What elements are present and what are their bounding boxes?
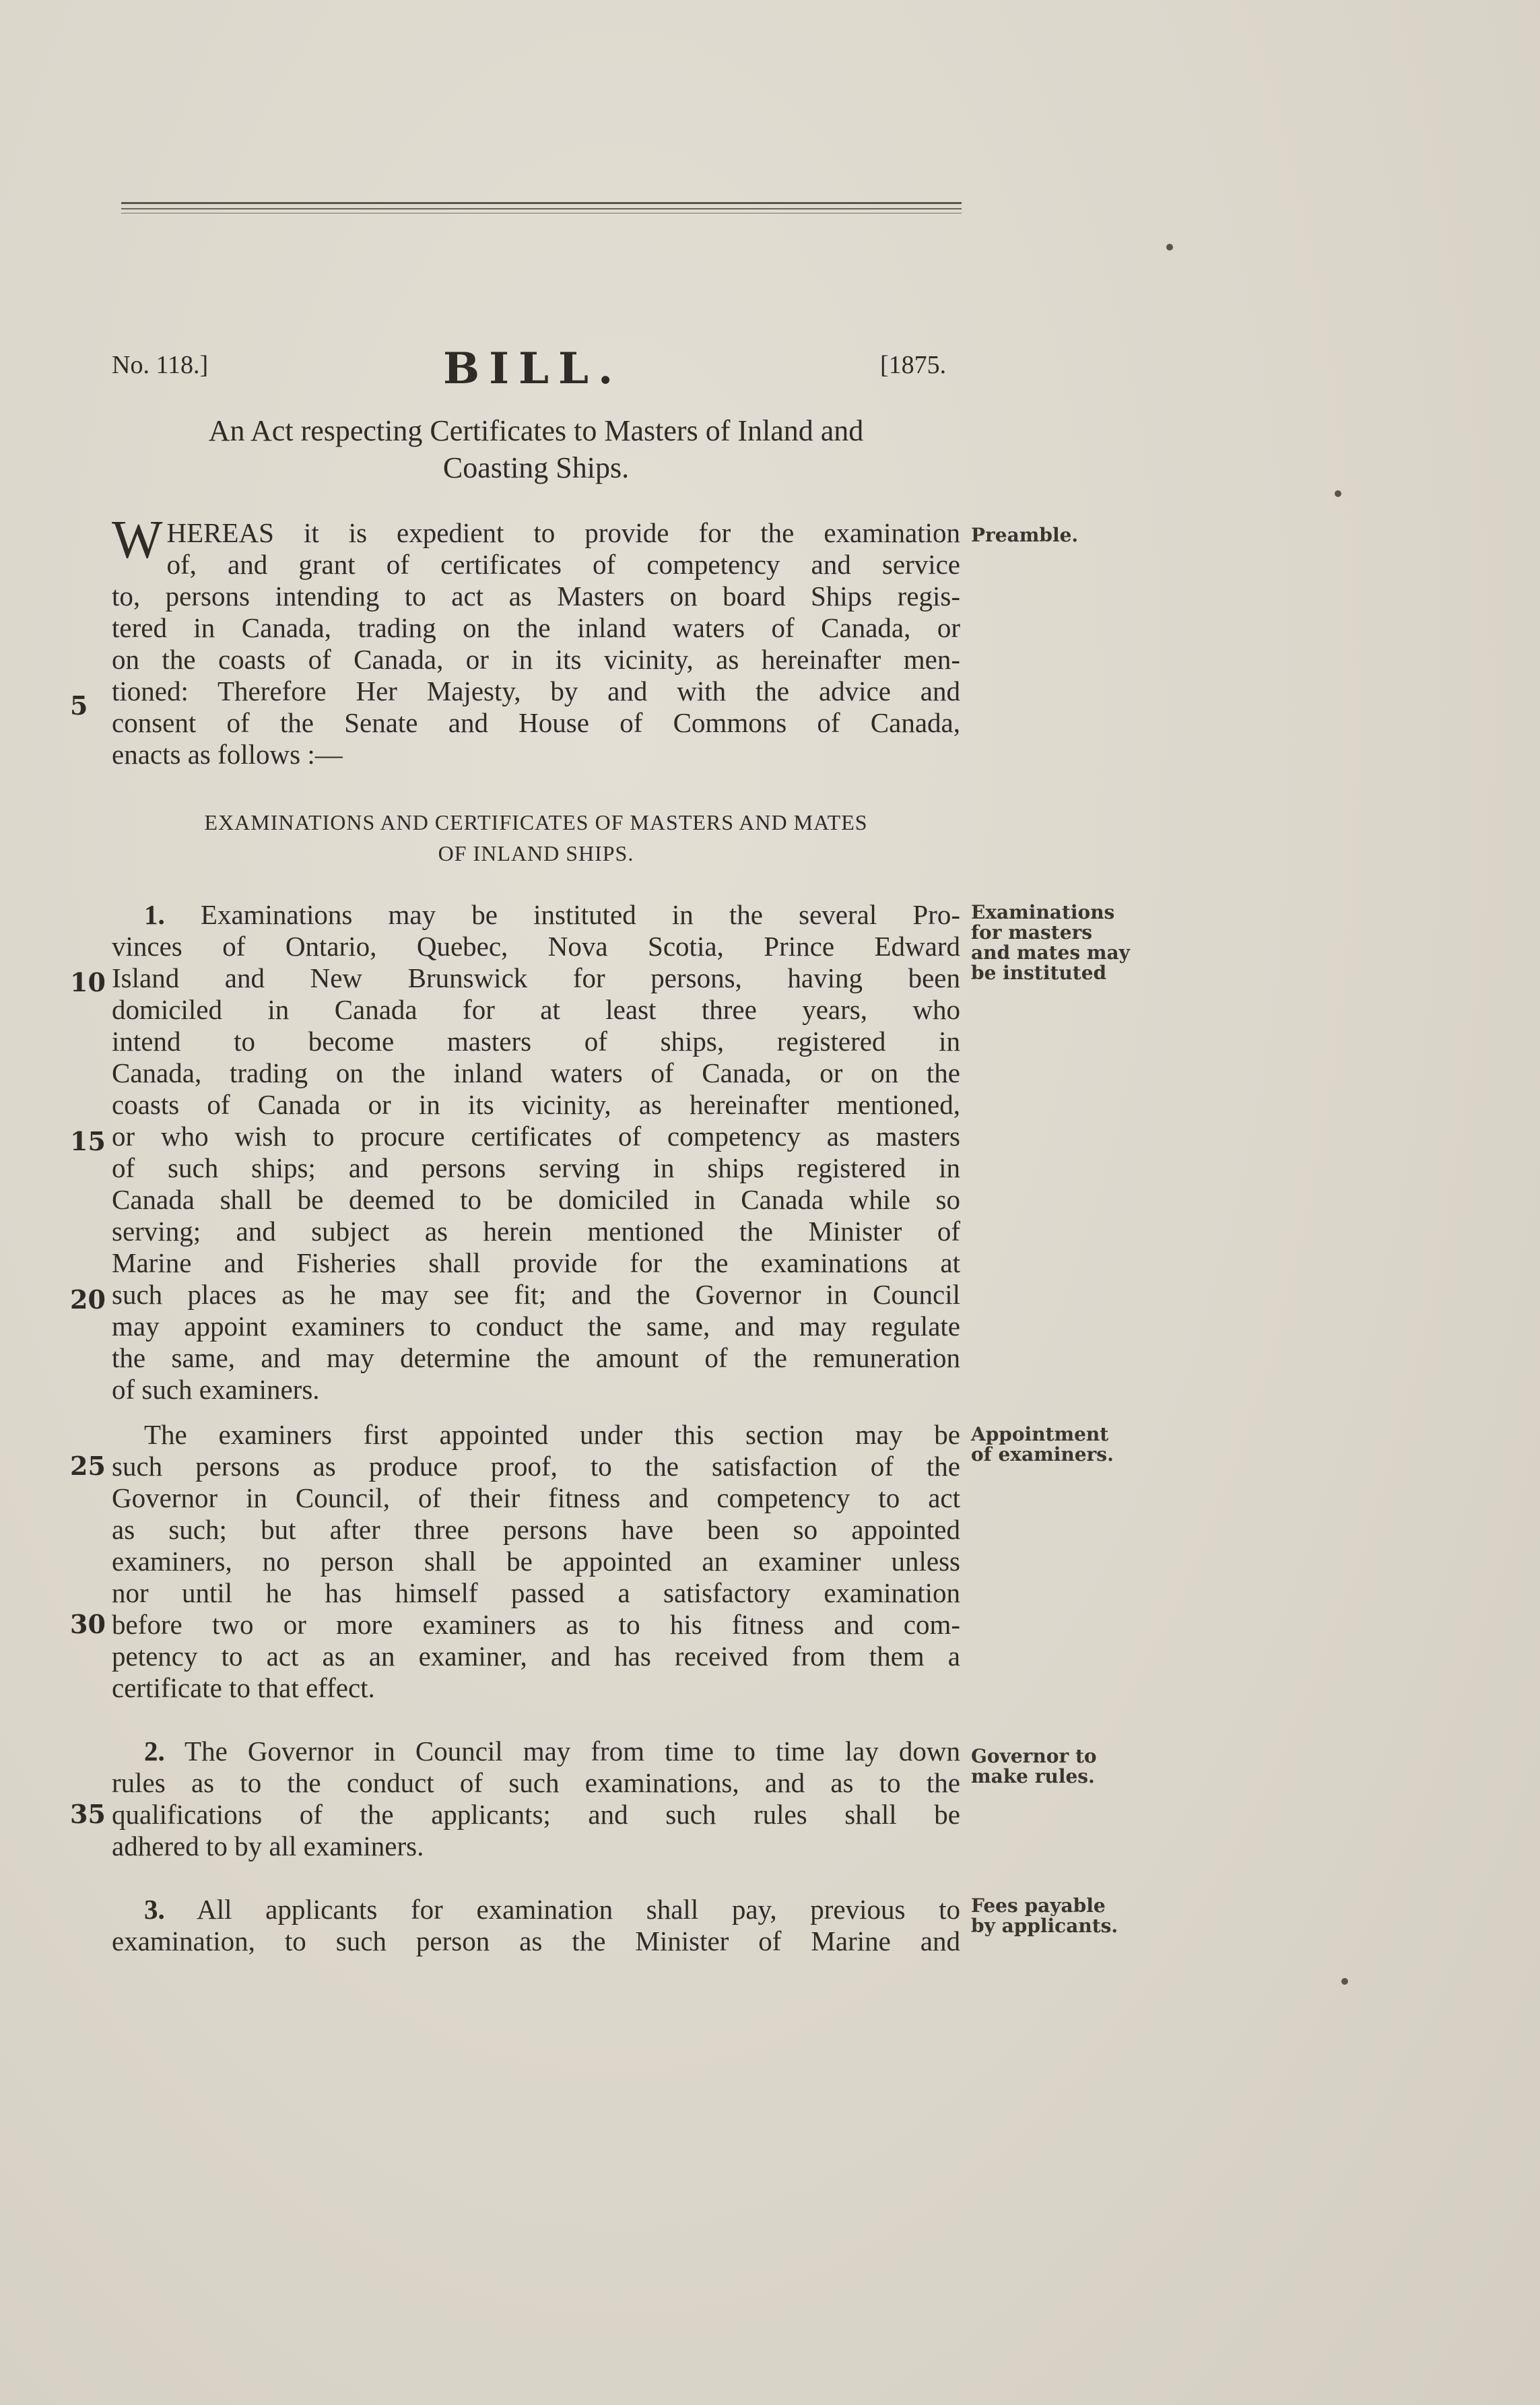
- section-1-line: Island and New Brunswick for persons, having been: [112, 962, 960, 993]
- bill-year: [1875.: [880, 351, 947, 379]
- section-1-para2-line: Governor in Council, of their fitness and competency to act: [112, 1482, 960, 1513]
- section-1-line: coasts of Canada or in its vicinity, as hereinafter mentioned,: [112, 1089, 960, 1120]
- section-1-line: Canada shall be deemed to be domiciled in Canada while so: [112, 1184, 960, 1215]
- margin-note-fees: [971, 1896, 1133, 1936]
- section-1-line: vinces of Ontario, Quebec, Nova Scotia, Prince Edward: [112, 931, 960, 962]
- dropcap: W: [112, 510, 163, 570]
- paper-speck: [1166, 244, 1173, 251]
- section-heading: [112, 807, 960, 869]
- section-2: [112, 1736, 960, 1862]
- section-3: [112, 1894, 960, 1957]
- preamble: [112, 510, 960, 770]
- section-2-line: rules as to the conduct of such examinations, and as to the: [112, 1767, 960, 1798]
- preamble-line: of, and grant of certificates of competency and service: [166, 549, 960, 580]
- margin-note-governor: [971, 1746, 1133, 1787]
- margin-note-line: and mates may: [971, 942, 1130, 964]
- margin-note-line: make rules.: [971, 1765, 1095, 1787]
- section-heading-line: EXAMINATIONS AND CERTIFICATES OF MASTERS AND MATES: [204, 810, 868, 834]
- margin-note-line: Appointment: [971, 1423, 1109, 1445]
- line-number: 20: [70, 1284, 106, 1315]
- bill-heading: BILL.: [443, 343, 623, 394]
- section-1-line: Examinations may be instituted in the several Pro-: [200, 899, 960, 930]
- margin-note-preamble: Preamble.: [971, 524, 1079, 546]
- section-1-line: Marine and Fisheries shall provide for the examinations at: [112, 1247, 960, 1278]
- margin-note-line: Examinations: [971, 901, 1115, 923]
- margin-note-line: for masters: [971, 921, 1093, 944]
- section-2-line: The Governor in Council may from time to time lay down: [185, 1736, 960, 1767]
- section-number: 2.: [144, 1736, 165, 1767]
- line-number: 35: [70, 1799, 106, 1829]
- section-1-para2-line: as such; but after three persons have been so appointed: [112, 1514, 960, 1545]
- section-number: 3.: [144, 1894, 165, 1925]
- section-1-para2-line: such persons as produce proof, to the satisfaction of the: [112, 1451, 960, 1482]
- section-1-para2-line: examiners, no person shall be appointed an examiner unless: [112, 1546, 960, 1577]
- act-title-line: Coasting Ships.: [442, 451, 630, 484]
- bill-number: No. 118.]: [112, 351, 209, 379]
- line-number: 5: [70, 690, 88, 721]
- section-1-line: may appoint examiners to conduct the same, and may regulate: [112, 1311, 960, 1342]
- preamble-line: on the coasts of Canada, or in its vicinity, as hereinafter men-: [112, 644, 960, 675]
- section-1-para2-line: The examiners first appointed under this section may be: [144, 1419, 960, 1450]
- margin-note-line: Fees payable: [971, 1895, 1106, 1917]
- section-1-paragraph-2: [112, 1419, 960, 1704]
- section-number: 1.: [144, 899, 165, 930]
- section-1-para2-line: certificate to that effect.: [112, 1672, 375, 1703]
- top-rule: [121, 202, 962, 204]
- margin-note-appointment: [971, 1424, 1133, 1465]
- preamble-line: enacts as follows :—: [112, 739, 343, 770]
- margin-note-line: Governor to: [971, 1745, 1097, 1767]
- top-rule: [121, 208, 962, 209]
- margin-note-line: by applicants.: [971, 1915, 1118, 1937]
- section-1-line: or who wish to procure certificates of competency as masters: [112, 1121, 960, 1152]
- margin-note-line: of examiners.: [971, 1443, 1114, 1465]
- section-1-line: serving; and subject as herein mentioned the Minister of: [112, 1216, 960, 1247]
- paper-speck: [1335, 490, 1341, 497]
- section-1-line: Canada, trading on the inland waters of Canada, or on the: [112, 1057, 960, 1088]
- section-2-first-line: [112, 1736, 960, 1767]
- section-1-line: the same, and may determine the amount of the remuneration: [112, 1342, 960, 1373]
- section-heading-line: OF INLAND SHIPS.: [438, 841, 634, 865]
- line-number: 30: [70, 1609, 106, 1639]
- line-number: 25: [70, 1451, 106, 1481]
- line-number: 10: [70, 967, 106, 997]
- margin-note-examinations: [971, 902, 1133, 983]
- act-title: [112, 412, 960, 486]
- section-1-para2-line: nor until he has himself passed a satisfactory examination: [112, 1577, 960, 1608]
- section-1-line: domiciled in Canada for at least three years, who: [112, 994, 960, 1025]
- paper-speck: [1341, 1978, 1348, 1985]
- section-1-first-line: [112, 899, 960, 931]
- section-1: [112, 899, 960, 1406]
- section-1-para2-line: petency to act as an examiner, and has received from them a: [112, 1641, 960, 1672]
- section-2-line: adhered to by all examiners.: [112, 1831, 424, 1862]
- preamble-line: consent of the Senate and House of Commons of Canada,: [112, 707, 960, 738]
- preamble-line: HEREAS it is expedient to provide for the examination: [166, 517, 960, 548]
- section-1-line: of such examiners.: [112, 1374, 320, 1405]
- section-1-line: of such ships; and persons serving in ships registered in: [112, 1152, 960, 1183]
- section-1-para2-line: before two or more examiners as to his fitness and com-: [112, 1609, 960, 1640]
- section-1-para2-first-line: [112, 1419, 960, 1451]
- section-1-line: such places as he may see fit; and the Governor in Council: [112, 1279, 960, 1310]
- line-number: 15: [70, 1126, 106, 1156]
- margin-note-line: be instituted: [971, 962, 1107, 984]
- section-2-line: qualifications of the applicants; and such rules shall be: [112, 1799, 960, 1830]
- section-3-line: All applicants for examination shall pay, previous to: [197, 1894, 960, 1925]
- section-3-line: examination, to such person as the Minister of Marine and: [112, 1925, 960, 1956]
- act-title-line: An Act respecting Certificates to Masters of Inland and: [208, 414, 864, 447]
- section-1-line: intend to become masters of ships, registered in: [112, 1026, 960, 1057]
- preamble-line: to, persons intending to act as Masters on board Ships regis-: [112, 581, 960, 612]
- preamble-line: tioned: Therefore Her Majesty, by and with the advice and: [112, 676, 960, 706]
- section-3-first-line: [112, 1894, 960, 1925]
- preamble-line: tered in Canada, trading on the inland waters of Canada, or: [112, 612, 960, 643]
